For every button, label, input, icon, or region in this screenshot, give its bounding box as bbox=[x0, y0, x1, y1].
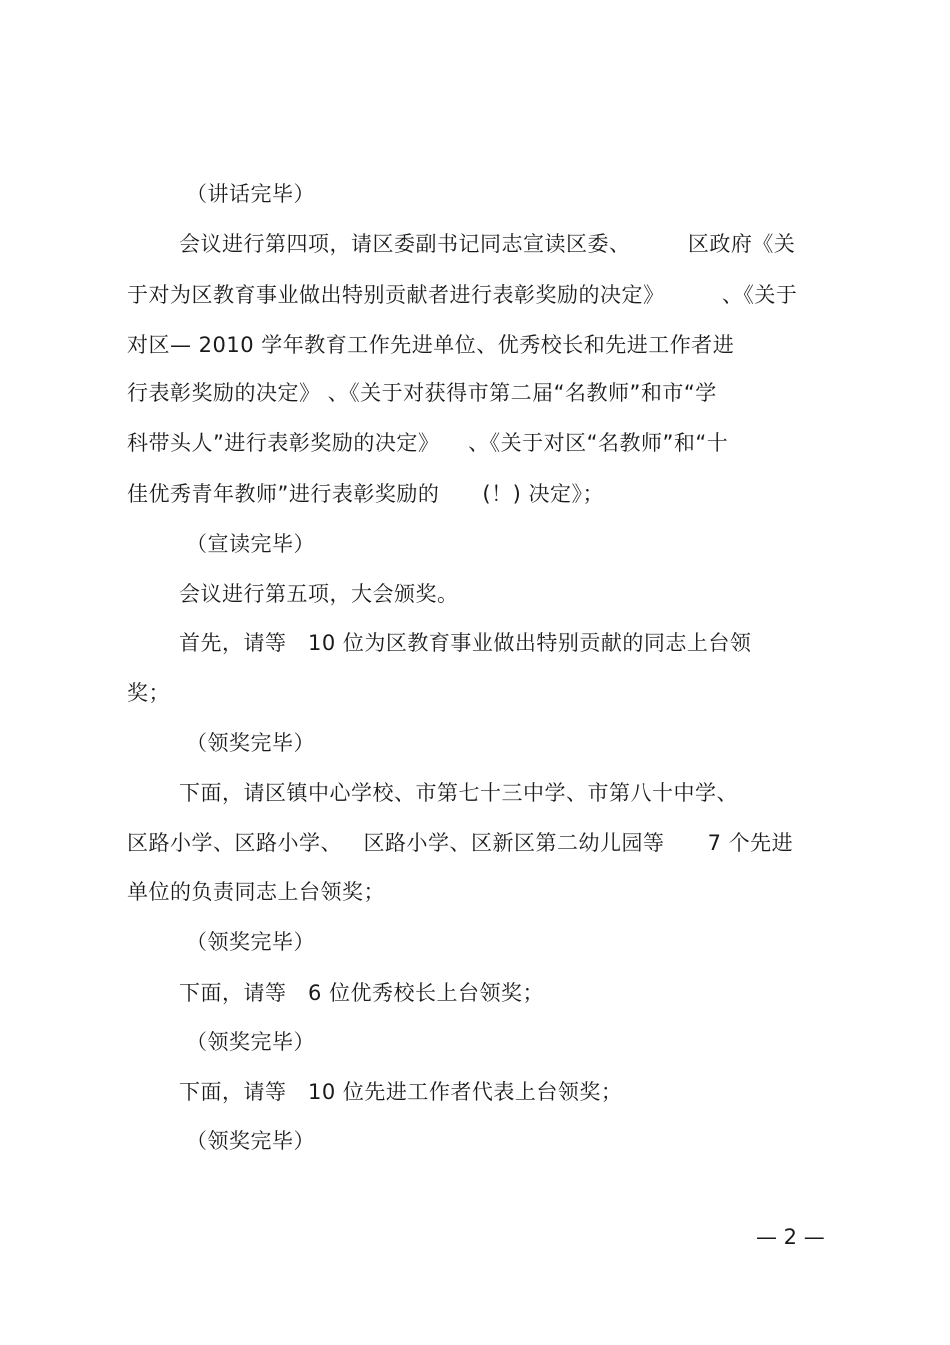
line-item4-cont4: 科带头人”进行表彰奖励的决定》 、《关于对区“名教师”和“十 bbox=[127, 431, 729, 455]
line-award-done-3: （领奖完毕） bbox=[186, 1030, 315, 1054]
line-item4-cont1: 于对为区教育事业做出特别贡献者进行表彰奖励的决定》 、《关于 bbox=[127, 283, 798, 307]
page-number: — 2 — bbox=[756, 1225, 825, 1249]
line-item4-start: 会议进行第四项，请区委副书记同志宣读区委、 区政府《关 bbox=[179, 232, 796, 256]
line-award-first: 首先，请等 10 位为区教育事业做出特别贡献的同志上台领 bbox=[179, 631, 752, 655]
line-award-workers: 下面，请等 10 位先进工作者代表上台领奖； bbox=[179, 1080, 623, 1104]
line-award-done-2: （领奖完毕） bbox=[186, 930, 315, 954]
line-item5: 会议进行第五项，大会颁奖。 bbox=[179, 582, 459, 606]
line-item4-cont2: 对区— 2010 学年教育工作先进单位、优秀校长和先进工作者进 bbox=[127, 333, 735, 357]
line-award-done-4: （领奖完毕） bbox=[186, 1129, 315, 1153]
line-award-done-1: （领奖完毕） bbox=[186, 731, 315, 755]
line-speech-done: （讲话完毕） bbox=[186, 182, 315, 206]
line-award-units-cont2: 单位的负责同志上台领奖； bbox=[127, 880, 385, 904]
line-award-principals: 下面，请等 6 位优秀校长上台领奖； bbox=[179, 981, 545, 1005]
line-reading-done: （宣读完毕） bbox=[186, 532, 315, 556]
line-award-units: 下面，请区镇中心学校、市第七十三中学、市第八十中学、 bbox=[179, 781, 738, 805]
line-award-units-cont1: 区路小学、区路小学、 区路小学、区新区第二幼儿园等 7 个先进 bbox=[127, 831, 794, 855]
line-award-first-cont: 奖； bbox=[127, 681, 170, 705]
line-item4-cont5: 佳优秀青年教师”进行表彰奖励的 (！) 决定》； bbox=[127, 482, 604, 506]
line-item4-cont3: 行表彰奖励的决定》 、《关于对获得市第二届“名教师”和市“学 bbox=[127, 381, 717, 405]
